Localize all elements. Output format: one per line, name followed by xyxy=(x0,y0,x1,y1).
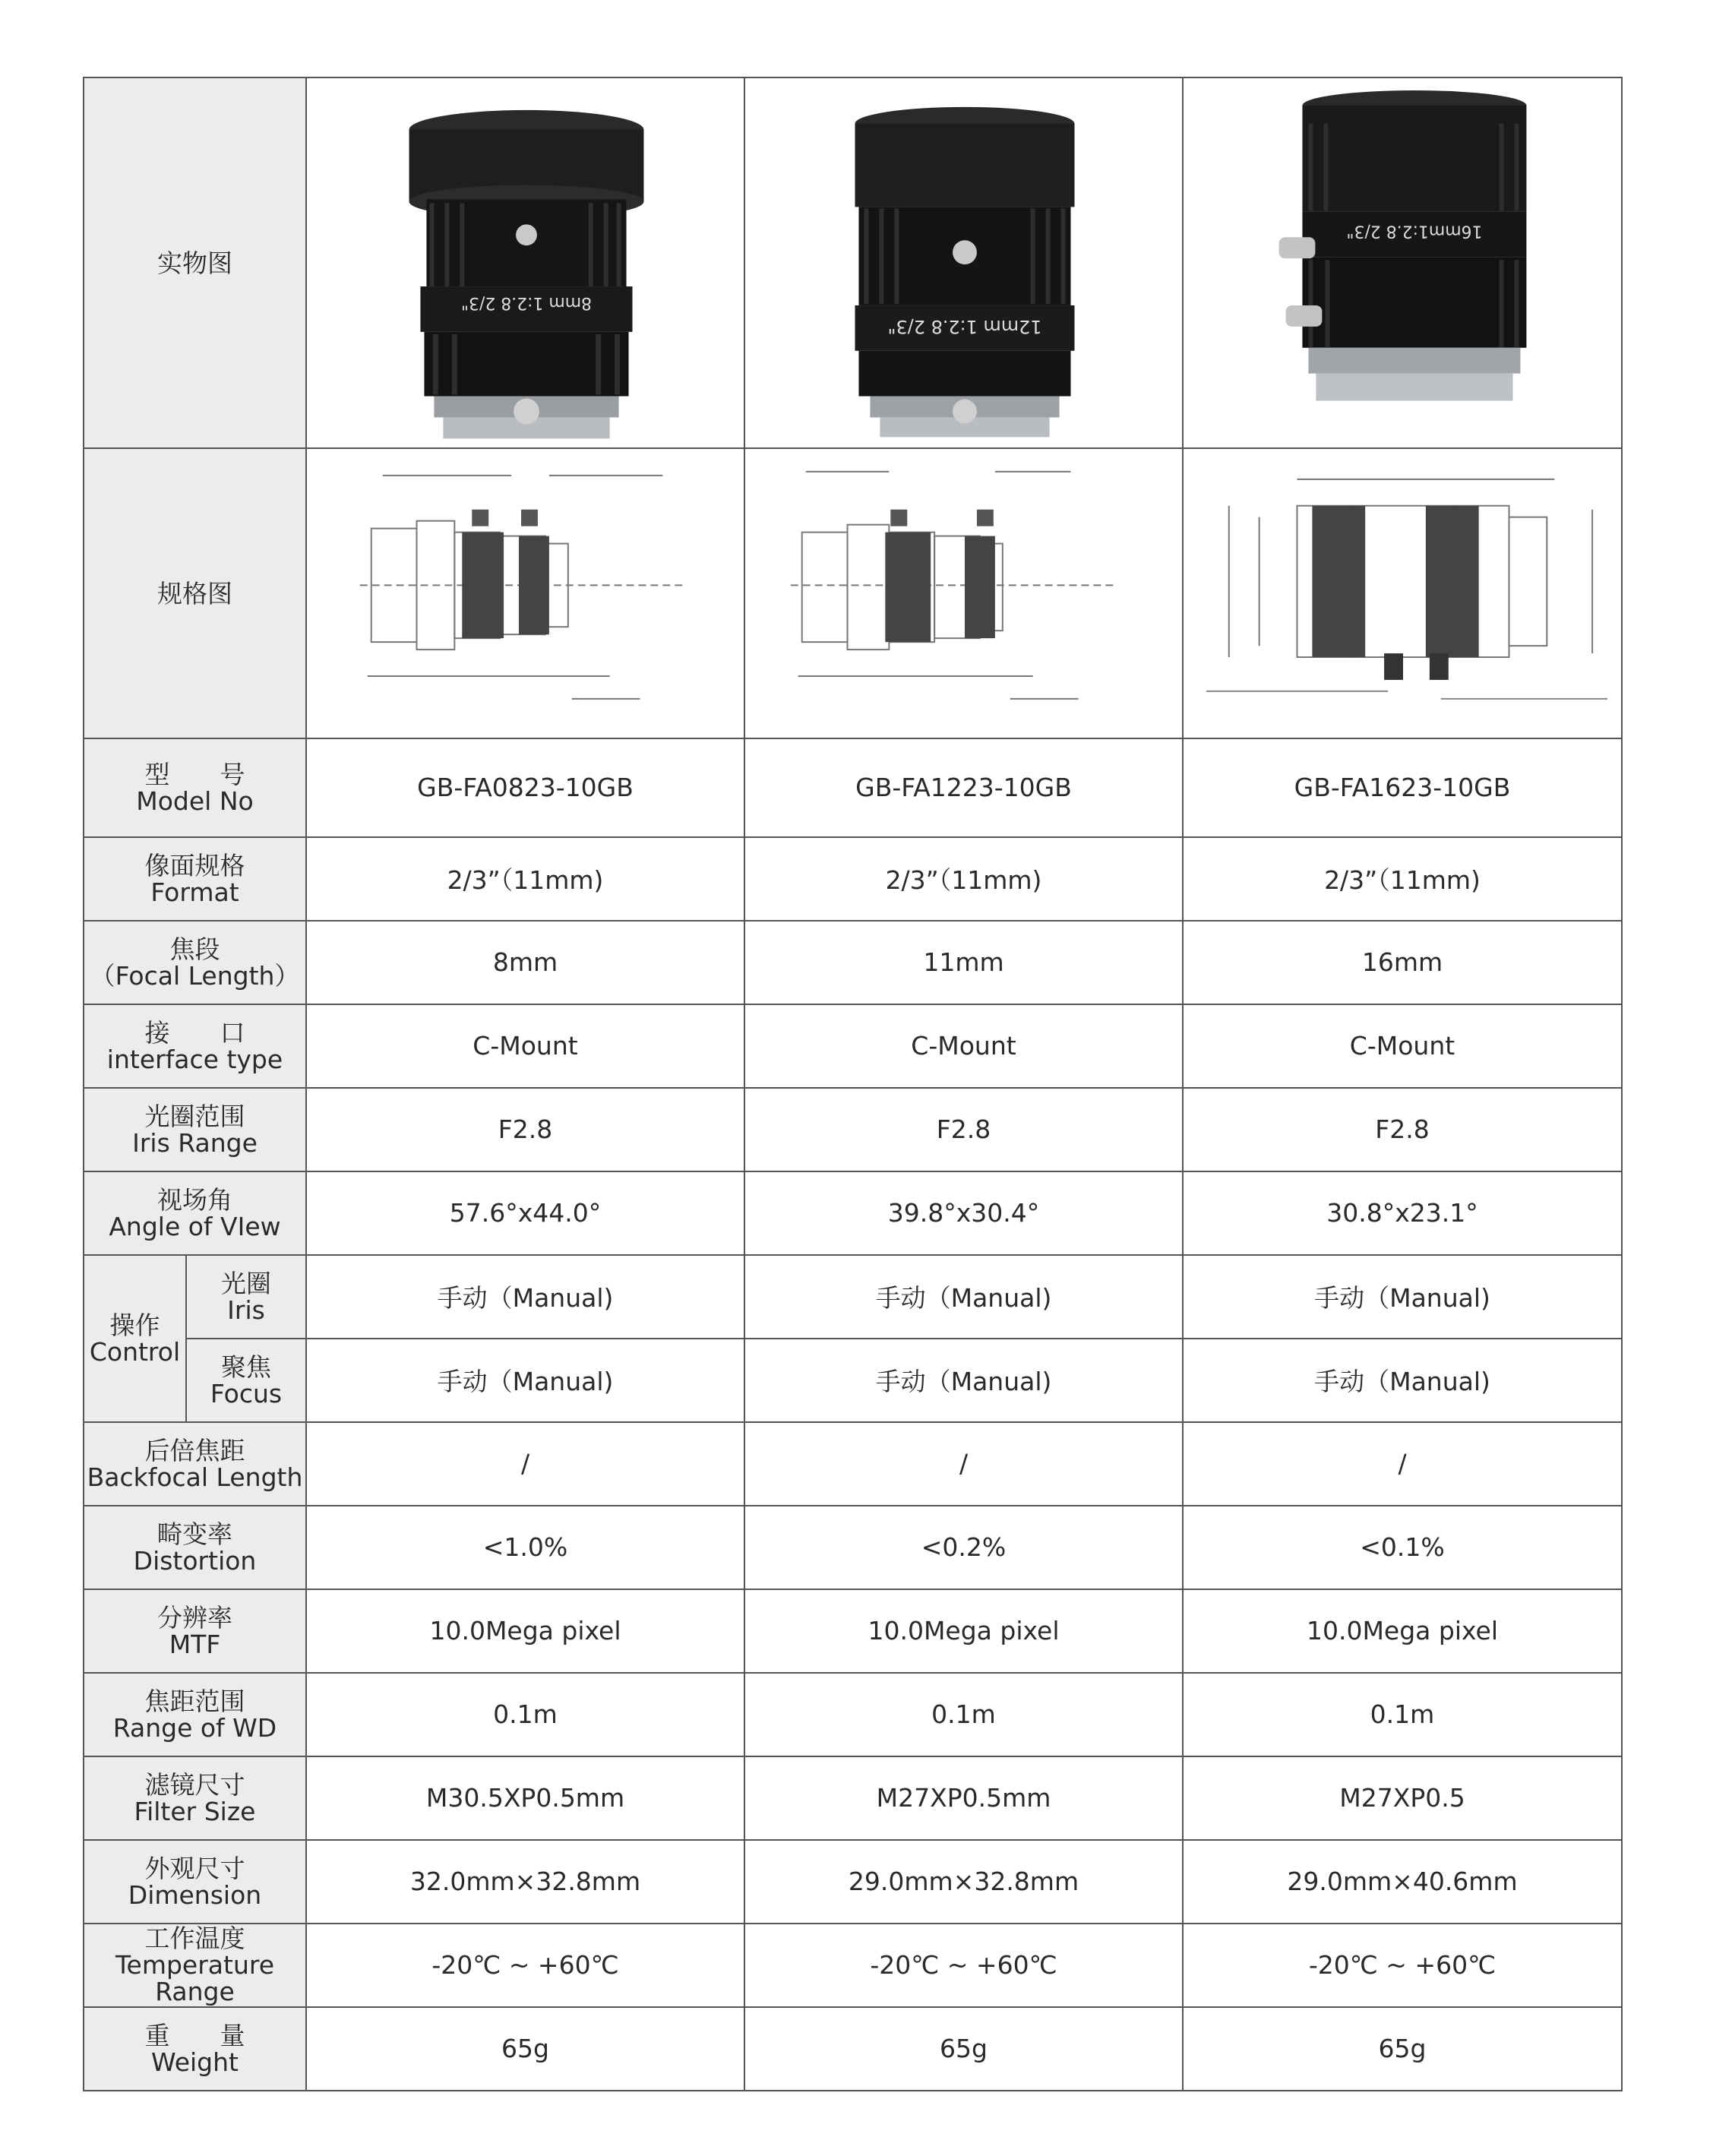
cell-interface-3: C-Mount xyxy=(1183,1004,1622,1088)
cell-control-iris-1: 手动（Manual) xyxy=(306,1255,744,1339)
row-label-dimension xyxy=(84,1840,306,1924)
label-zh: 分辨率 xyxy=(157,1602,232,1633)
row-label-weight xyxy=(84,2007,306,2091)
cell-control-focus-2: 手动（Manual) xyxy=(744,1339,1183,1422)
cell-interface-2: C-Mount xyxy=(744,1004,1183,1088)
cell-focal-3: 16mm xyxy=(1183,921,1622,1004)
row-label-distortion xyxy=(84,1506,306,1589)
cell-aov-1: 57.6°x44.0° xyxy=(306,1171,744,1255)
row-label-photo xyxy=(84,77,306,448)
lens-engraving: 12mm 1:2.8 2/3" xyxy=(887,315,1042,337)
row-label-wd xyxy=(84,1673,306,1756)
label-zh: 工作温度 xyxy=(144,1924,245,1954)
lens-photo-1 xyxy=(306,77,744,448)
label-en: Focus xyxy=(210,1378,283,1408)
cell-mtf-1: 10.0Mega pixel xyxy=(306,1589,744,1673)
cell-format-1: 2/3”（11mm) xyxy=(306,837,744,921)
row-label-backfocal xyxy=(84,1422,306,1506)
cell-weight-3: 65g xyxy=(1183,2007,1622,2091)
cell-backfocal-2: / xyxy=(744,1422,1183,1506)
cell-mtf-3: 10.0Mega pixel xyxy=(1183,1589,1622,1673)
cell-backfocal-1: / xyxy=(306,1422,744,1506)
label-zh: 接 口 xyxy=(144,1017,245,1048)
label-en: Backfocal Length xyxy=(87,1462,303,1492)
cell-iris-range-3: F2.8 xyxy=(1183,1088,1622,1171)
label-zh: 型 号 xyxy=(144,759,245,789)
lens-drawing-2 xyxy=(744,448,1183,738)
cell-focal-1: 8mm xyxy=(306,921,744,1004)
label-zh: 光圈范围 xyxy=(144,1101,245,1131)
label-en: Angle of VIew xyxy=(109,1211,281,1241)
cell-model-2: GB-FA1223-10GB xyxy=(744,738,1183,837)
label-zh: 焦距范围 xyxy=(144,1686,245,1716)
cell-control-iris-3: 手动（Manual) xyxy=(1183,1255,1622,1339)
cell-format-3: 2/3”（11mm) xyxy=(1183,837,1622,921)
cell-dimension-1: 32.0mm×32.8mm xyxy=(306,1840,744,1924)
cell-control-iris-2: 手动（Manual) xyxy=(744,1255,1183,1339)
label-zh: 光圈 xyxy=(221,1268,271,1298)
label-en: Distortion xyxy=(133,1545,257,1576)
cell-weight-2: 65g xyxy=(744,2007,1183,2091)
row-label-focal xyxy=(84,921,306,1004)
cell-filter-3: M27XP0.5 xyxy=(1183,1756,1622,1840)
cell-mtf-2: 10.0Mega pixel xyxy=(744,1589,1183,1673)
row-label-interface xyxy=(84,1004,306,1088)
cell-distortion-2: <0.2% xyxy=(744,1506,1183,1589)
label-en: Format xyxy=(150,877,239,907)
label-en: （Focal Length） xyxy=(90,960,300,991)
cell-filter-2: M27XP0.5mm xyxy=(744,1756,1183,1840)
cell-wd-1: 0.1m xyxy=(306,1673,744,1756)
cell-model-3: GB-FA1623-10GB xyxy=(1183,738,1622,837)
cell-distortion-1: <1.0% xyxy=(306,1506,744,1589)
label-en: interface type xyxy=(106,1044,283,1074)
row-filter xyxy=(84,1756,1622,1840)
cell-interface-1: C-Mount xyxy=(306,1004,744,1088)
row-mtf xyxy=(84,1589,1622,1673)
cell-aov-2: 39.8°x30.4° xyxy=(744,1171,1183,1255)
cell-temperature-3: -20℃ ~ +60℃ xyxy=(1183,1924,1622,2007)
cell-format-2: 2/3”（11mm) xyxy=(744,837,1183,921)
label-zh: 滤镜尺寸 xyxy=(144,1769,245,1800)
row-dimension xyxy=(84,1840,1622,1924)
label-zh: 规格图 xyxy=(157,578,232,609)
row-weight xyxy=(84,2007,1622,2091)
lens-drawing-1 xyxy=(306,448,744,738)
cell-focal-2: 11mm xyxy=(744,921,1183,1004)
row-temperature xyxy=(84,1924,1622,2007)
label-en: Dimension xyxy=(128,1879,262,1910)
row-label-control xyxy=(84,1255,186,1422)
cell-distortion-3: <0.1% xyxy=(1183,1506,1622,1589)
row-focal xyxy=(84,921,1622,1004)
spec-table xyxy=(83,77,1623,2091)
row-label-aov xyxy=(84,1171,306,1255)
cell-model-1: GB-FA0823-10GB xyxy=(306,738,744,837)
cell-dimension-3: 29.0mm×40.6mm xyxy=(1183,1840,1622,1924)
lens-drawing-image xyxy=(745,449,1182,738)
row-label-control-iris xyxy=(186,1255,306,1339)
row-label-drawing xyxy=(84,448,306,738)
drawing-row xyxy=(84,448,1622,738)
cell-filter-1: M30.5XP0.5mm xyxy=(306,1756,744,1840)
label-zh: 焦段 xyxy=(169,934,220,964)
label-en: Model No xyxy=(136,786,254,816)
row-format xyxy=(84,837,1622,921)
lens-engraving: 16mm1:2.8 2/3" xyxy=(1346,221,1483,241)
label-zh: 畸变率 xyxy=(157,1519,232,1549)
row-label-temperature xyxy=(84,1924,306,2007)
photo-row xyxy=(84,77,1622,448)
row-aov xyxy=(84,1171,1622,1255)
row-distortion xyxy=(84,1506,1622,1589)
cell-iris-range-2: F2.8 xyxy=(744,1088,1183,1171)
lens-engraving: 8mm 1:2.8 2/3" xyxy=(460,292,593,312)
cell-temperature-2: -20℃ ~ +60℃ xyxy=(744,1924,1183,2007)
lens-photo-3 xyxy=(1183,77,1622,448)
label-en: Weight xyxy=(151,2047,239,2077)
row-label-filter xyxy=(84,1756,306,1840)
label-en: Filter Size xyxy=(134,1796,256,1826)
lens-photo-image xyxy=(307,78,744,447)
row-control-iris xyxy=(84,1255,1622,1339)
label-zh: 视场角 xyxy=(157,1184,232,1215)
label-zh: 后倍焦距 xyxy=(144,1435,245,1465)
lens-photo-image xyxy=(745,78,1182,447)
label-en: MTF xyxy=(169,1629,221,1659)
row-label-model xyxy=(84,738,306,837)
lens-drawing-image xyxy=(1184,449,1621,738)
cell-iris-range-1: F2.8 xyxy=(306,1088,744,1171)
label-zh: 外观尺寸 xyxy=(144,1853,245,1883)
label-zh: 像面规格 xyxy=(144,850,245,880)
label-zh: 操作 xyxy=(109,1310,160,1340)
label-en: Iris xyxy=(227,1295,265,1325)
lens-drawing-image xyxy=(307,449,744,738)
label-zh: 实物图 xyxy=(157,248,232,278)
row-label-format xyxy=(84,837,306,921)
row-backfocal xyxy=(84,1422,1622,1506)
cell-wd-2: 0.1m xyxy=(744,1673,1183,1756)
row-wd xyxy=(84,1673,1622,1756)
cell-temperature-1: -20℃ ~ +60℃ xyxy=(306,1924,744,2007)
lens-photo-image xyxy=(1184,78,1621,447)
cell-control-focus-1: 手动（Manual) xyxy=(306,1339,744,1422)
row-control-focus xyxy=(84,1339,1622,1422)
lens-drawing-3 xyxy=(1183,448,1622,738)
label-en: Control xyxy=(89,1336,181,1367)
cell-wd-3: 0.1m xyxy=(1183,1673,1622,1756)
label-zh: 重 量 xyxy=(144,2020,245,2050)
row-label-mtf xyxy=(84,1589,306,1673)
cell-dimension-2: 29.0mm×32.8mm xyxy=(744,1840,1183,1924)
cell-control-focus-3: 手动（Manual) xyxy=(1183,1339,1622,1422)
label-en: Temperature Range xyxy=(115,1950,275,2007)
row-iris-range xyxy=(84,1088,1622,1171)
cell-weight-1: 65g xyxy=(306,2007,744,2091)
label-zh: 聚焦 xyxy=(221,1351,271,1382)
cell-aov-3: 30.8°x23.1° xyxy=(1183,1171,1622,1255)
label-en: Range of WD xyxy=(112,1712,277,1743)
lens-photo-2 xyxy=(744,77,1183,448)
cell-backfocal-3: / xyxy=(1183,1422,1622,1506)
row-model xyxy=(84,738,1622,837)
row-label-iris-range xyxy=(84,1088,306,1171)
row-interface xyxy=(84,1004,1622,1088)
label-en: Iris Range xyxy=(132,1127,258,1158)
row-label-control-focus xyxy=(186,1339,306,1422)
